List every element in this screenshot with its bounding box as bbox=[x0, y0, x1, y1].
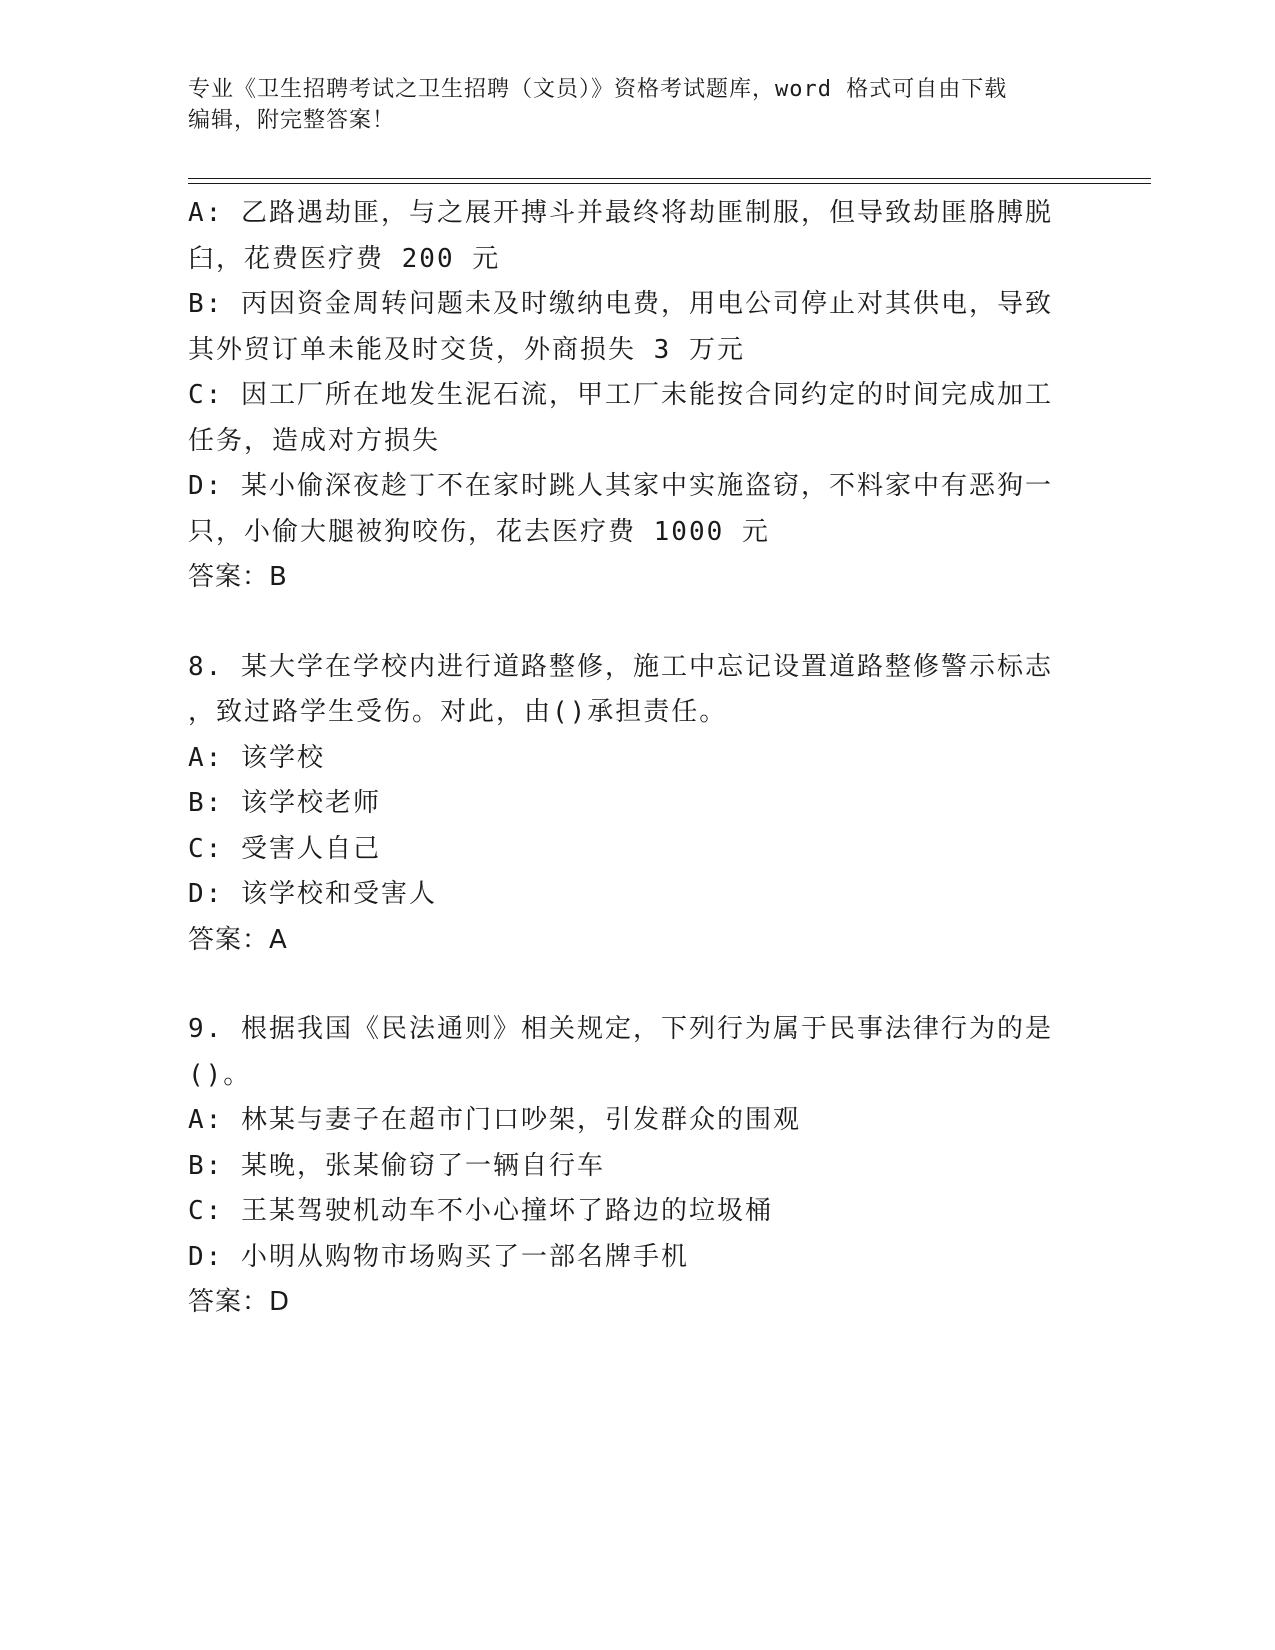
q9-answer: 答案：D bbox=[188, 1287, 291, 1317]
q7-option-b-line-2: 其外贸订单未能及时交货，外商损失 3 万元 bbox=[188, 334, 745, 365]
q9-option-a: A: 林某与妻子在超市门口吵架，引发群众的围观 bbox=[188, 1105, 801, 1135]
q7-option-d-line-1: D: 某小偷深夜趁丁不在家时跳人其家中实施盗窃，不料家中有恶狗一 bbox=[188, 471, 1053, 501]
q8-option-d: D: 该学校和受害人 bbox=[188, 879, 437, 909]
q8-question-line-2: ，致过路学生受伤。对此，由()承担责任。 bbox=[188, 697, 728, 727]
q9-question-line-2: ()。 bbox=[188, 1059, 252, 1090]
header-divider-top bbox=[188, 178, 1151, 179]
header-divider-bottom bbox=[188, 183, 1151, 184]
q7-option-b-line-1: B: 丙因资金周转问题未及时缴纳电费，用电公司停止对其供电，导致 bbox=[188, 289, 1053, 319]
q8-question-line-1: 8. 某大学在学校内进行道路整修，施工中忘记设置道路整修警示标志 bbox=[188, 651, 1053, 682]
question-7-block bbox=[188, 191, 1088, 601]
q9-option-b: B: 某晚，张某偷窃了一辆自行车 bbox=[188, 1150, 605, 1181]
q8-option-c: C: 受害人自己 bbox=[188, 833, 381, 864]
document-body bbox=[188, 191, 1088, 1326]
q7-option-c-line-2: 任务，造成对方损失 bbox=[188, 425, 441, 456]
q7-option-d-line-2: 只，小偷大腿被狗咬伤，花去医疗费 1000 元 bbox=[188, 516, 770, 547]
question-8-block bbox=[188, 645, 1088, 964]
q7-answer: 答案：B bbox=[188, 562, 288, 592]
q8-option-b: B: 该学校老师 bbox=[188, 788, 381, 818]
q9-option-c: C: 王某驾驶机动车不小心撞坏了路边的垃圾桶 bbox=[188, 1196, 773, 1226]
spacer bbox=[188, 963, 1088, 1007]
q9-option-d: D: 小明从购物市场购买了一部名牌手机 bbox=[188, 1241, 689, 1272]
q8-option-a: A: 该学校 bbox=[188, 742, 325, 773]
q8-answer: 答案：A bbox=[188, 924, 288, 955]
document-header bbox=[188, 74, 1068, 136]
q9-question-line-1: 9. 根据我国《民法通则》相关规定，下列行为属于民事法律行为的是 bbox=[188, 1014, 1053, 1044]
header-line-1: 专业《卫生招聘考试之卫生招聘（文员）》资格考试题库，word 格式可自由下载 bbox=[188, 77, 1008, 102]
spacer bbox=[188, 601, 1088, 645]
header-line-2: 编辑，附完整答案！ bbox=[188, 108, 396, 133]
q7-option-a-line-2: 臼，花费医疗费 200 元 bbox=[188, 243, 501, 274]
q7-option-a-line-1: A: 乙路遇劫匪，与之展开搏斗并最终将劫匪制服，但导致劫匪胳膊脱 bbox=[188, 198, 1053, 228]
q7-option-c-line-1: C: 因工厂所在地发生泥石流，甲工厂未能按合同约定的时间完成加工 bbox=[188, 380, 1053, 410]
question-9-block bbox=[188, 1007, 1088, 1326]
